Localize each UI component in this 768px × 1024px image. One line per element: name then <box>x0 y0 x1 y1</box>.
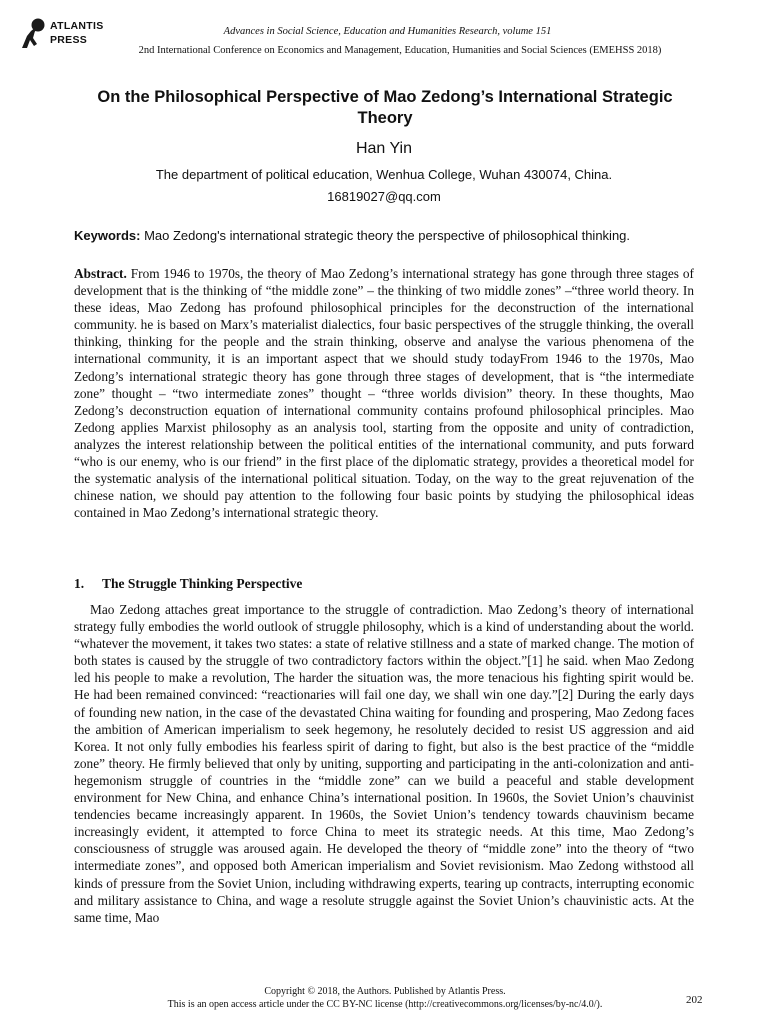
license-notice: This is an open access article under the CC BY-NC license (http://creativecommons.org/licenses/by-nc/4.0/). <box>167 999 603 1010</box>
abstract-label: Abstract. <box>74 266 127 281</box>
logo-line-atlantis: ATLANTIS <box>50 20 104 32</box>
keywords-text: Mao Zedong's international strategic theory the perspective of philosophical thinking. <box>140 228 631 243</box>
conference-header: 2nd International Conference on Economics and Management, Education, Humanities and Social Sciences (EMEHSS 2018) <box>138 45 662 56</box>
paper-title: On the Philosophical Perspective of Mao Zedong’s International Strategic Theory <box>97 88 673 127</box>
section-title: The Struggle Thinking Perspective <box>102 576 303 591</box>
author-email: 16819027@qq.com <box>327 189 441 204</box>
section-body-paragraph: Mao Zedong attaches great importance to the struggle of contradiction. Mao Zedong’s theory of international strategy fully embodies the world outlook of struggle philosophy, which is a kind of understanding about the world. “whatever the movement, it takes two states: a state of relative stillness and a state of marked change. The motion of both states is caused by the struggle of two contradictory factors within the object.”[1] he said. when Mao Zedong led his people to make a revolution, The harder the situation was, the more tenacious his fighting spirit would be. He had been remained convinced: “reactionaries will fail one day, we shall win one day.”[2] During the early days of founding new nation, in the case of the devastated China waiting for founding and prospering, Mao Zedong faces the ambition of American imperialism to seek hegemony, he resolutely decided to resist US aggression and aid Korea. It not only fully embodies his fearless spirit of daring to fight, but also is the best practice of the “middle zone” theory. He firmly believed that only by uniting, supporting and participating in the anti-colonization and anti-hegemonism struggle of countries in the “middle zone” can we build a peaceful and stable development environment for New China, and enhance China’s international position. In 1960s, the Soviet Union’s chauvinist tendencies became increasingly apparent. In 1960s, the Soviet Union’s tendency towards chauvinism became increasingly evident, it attempted to force China to meet its strategic needs. At this time, Mao Zedong’s consciousness of struggle was aroused again. He developed the theory of “middle zone” into the theory of “two intermediate zones”, and opposed both American imperialism and Soviet revisionism. Mao Zedong withstood all kinds of pressure from the Soviet Union, including withdrawing experts, tearing up contracts, interrupting economic and military assistance to China, and wage a resolute struggle against the Soviet Union’s chauvinistic acts. At the same time, Mao <box>74 602 694 925</box>
footer <box>80 985 690 1011</box>
page-number: 202 <box>686 994 703 1006</box>
copyright-notice: Copyright © 2018, the Authors. Published by Atlantis Press. <box>264 986 506 997</box>
logo-line-press: PRESS <box>50 34 88 46</box>
abstract-text: From 1946 to 1970s, the theory of Mao Zedong’s international strategy has gone through three stages of development that is the thinking of “the middle zone” – the thinking of two middle zones” –“three world theory. In these ideas, Mao Zedong has profound philosophical principles for the deconstruction of the international community. he is based on Marx’s materialist dialectics, four basic perspectives of the struggle thinking, the overall thinking, thinking for the people and the strain thinking, observe and analyse the various phenomena of the international community, it is an important aspect that we should study todayFrom 1946 to the 1970s, Mao Zedong’s international strategic theory has gone through three stages of development, that is “the intermediate zone” thought – “two intermediate zones” thought – “three worlds division” theory. In these thoughts, Mao Zedong’s deconstruction equation of international community contains profound philosophical principles. Mao Zedong applies Marxist philosophy as an analysis tool, starting from the opposite and unity of contradiction, analyzes the interest relationship between the political entities of the international community, and puts forward “who is our enemy, who is our friend” in the first place of the diplomatic strategy, provides a theoretical model for the systematic analysis of the international political situation. Today, on the way to the great rejuvenation of the chinese nation, we should pay attention to the following four basic points by studying the philosophical ideas contained in Mao Zedong’s international strategic theory. <box>74 266 694 521</box>
abstract <box>74 265 694 521</box>
keywords-label: Keywords: <box>74 228 141 243</box>
author-name: Han Yin <box>355 140 413 157</box>
section-heading <box>74 576 302 592</box>
author-affiliation: The department of political education, Wenhua College, Wuhan 430074, China. <box>155 167 613 182</box>
journal-header: Advances in Social Science, Education and Humanities Research, volume 151 <box>223 26 552 37</box>
keywords <box>74 228 694 243</box>
section-number: 1. <box>74 576 85 591</box>
atlas-figure-icon <box>18 18 48 52</box>
